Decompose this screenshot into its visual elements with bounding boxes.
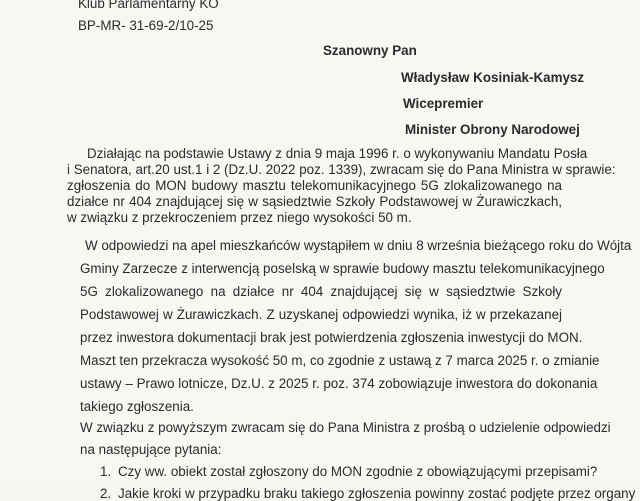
- paragraph-line: W odpowiedzi na apel mieszkańców wystąpiłem w dniu 8 września bieżącego roku do Wójta: [85, 238, 632, 253]
- paragraph-line: przez inwestora dokumentacji brak jest potwierdzenia zgłoszenia inwestycji do MON.: [80, 330, 583, 345]
- salutation: Szanowny Pan: [323, 43, 417, 58]
- paragraph-line: takiego zgłoszenia.: [80, 399, 194, 414]
- question-number: 1.: [100, 464, 112, 479]
- paragraph-line: Gminy Zarzecze z interwencją poselską w sprawie budowy masztu telekomunikacyjnego: [80, 261, 605, 276]
- paragraph-line: działce nr 404 znajdującej się w sąsiedztwie Szkoły Podstawowej w Żurawiczkach,: [67, 194, 562, 209]
- addressee-title-minister: Minister Obrony Narodowej: [405, 122, 580, 137]
- paragraph-line: W związku z powyższym zwracam się do Pana Ministra z prośbą o udzielenie odpowiedzi: [80, 420, 611, 435]
- paragraph-line: i Senatora, art.20 ust.1 i 2 (Dz.U. 2022 poz. 1339), zwracam się do Pana Ministra w sprawie:: [67, 162, 616, 177]
- paragraph-line: Działając na podstawie Ustawy z dnia 9 maja 1996 r. o wykonywaniu Mandatu Posła: [87, 146, 588, 161]
- paragraph-line: na następujące pytania:: [80, 442, 222, 457]
- question-number: 2.: [100, 486, 112, 501]
- paragraph-line: Podstawowej w Żurawiczkach. Z uzyskanej odpowiedzi wynika, iż w przekazanej: [80, 307, 562, 322]
- addressee-name: Władysław Kosiniak-Kamysz: [401, 70, 585, 85]
- reference-number: BP-MR- 31-69-2/10-25: [78, 18, 214, 33]
- question-text: Jakie kroki w przypadku braku takiego zgłoszenia powinny zostać podjęte przez organy: [118, 486, 636, 501]
- paragraph-line: ustawy – Prawo lotnicze, Dz.U. z 2025 r. poz. 374 zobowiązuje inwestora do dokonania: [80, 376, 598, 391]
- paragraph-line: 5G zlokalizowanego na działce nr 404 znajdującej się w sąsiedztwie Szkoły: [80, 284, 562, 299]
- paragraph-line: w związku z przekroczeniem przez niego wysokości 50 m.: [67, 210, 412, 225]
- addressee-title-vice-premier: Wicepremier: [403, 96, 484, 111]
- question-text: Czy ww. obiekt został zgłoszony do MON zgodnie z obowiązującymi przepisami?: [118, 464, 598, 479]
- club-name: Klub Parlamentarny KO: [78, 0, 219, 11]
- paragraph-line: Maszt ten przekracza wysokość 50 m, co zgodnie z ustawą z 7 marca 2025 r. o zmianie: [80, 353, 600, 368]
- paragraph-line: zgłoszenia do MON budowy masztu telekomunikacyjnego 5G zlokalizowanego na: [67, 178, 562, 193]
